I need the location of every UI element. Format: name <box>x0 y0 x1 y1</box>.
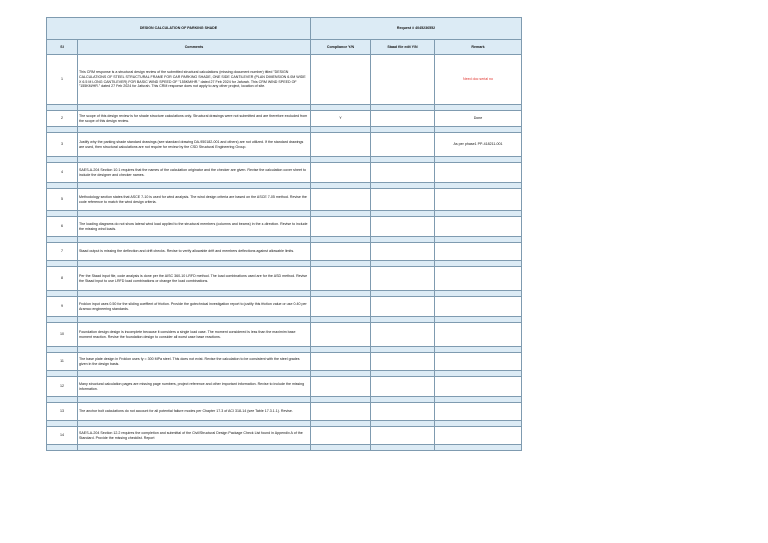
row-comment: Per the Staad input file, code analysis is done per the AISC 360-10 LRFD method. The load combinations used are for the ASD method. Revise the Staad input to use LRFD load combinations or change the load combinations. <box>78 267 311 291</box>
row-compliance <box>311 189 371 211</box>
separator-cell <box>47 445 78 451</box>
row-number: 12 <box>47 377 78 397</box>
row-staad-edit <box>371 243 435 261</box>
row-comment: The loading diagrams do not show lateral wind load applied to the structural members (columns and beams) in the z-direction. Revise to include the missing wind loads. <box>78 217 311 237</box>
table-row <box>47 297 522 317</box>
row-staad-edit <box>371 189 435 211</box>
row-number: 10 <box>47 323 78 347</box>
table-row <box>47 323 522 347</box>
row-number: 3 <box>47 133 78 157</box>
row-compliance: Y <box>311 111 371 127</box>
table-row <box>47 243 522 261</box>
row-comment: Justify why the parking shade standard drawings (see standard drawing DA-950182-001 and others) are not utilized. If the standard drawings are used, then structural calculations are not require for review by the CSD Structural Engineering Group. <box>78 133 311 157</box>
row-comment: The anchor bolt calculations do not account for all potential failure modes per Chapter 17.3 of ACI 318-14 (see Table 17.3.1.1). Revise. <box>78 403 311 421</box>
row-remark <box>435 427 522 445</box>
table-row <box>47 403 522 421</box>
row-remark <box>435 243 522 261</box>
row-comment: Methodology section states that ASCE 7-10 is used for wind analysis. The wind design criteria are based on the ASCE 7-05 method. Revise the code reference to match the wind design criteria. <box>78 189 311 211</box>
row-staad-edit <box>371 111 435 127</box>
row-compliance <box>311 267 371 291</box>
row-number: 9 <box>47 297 78 317</box>
row-compliance <box>311 427 371 445</box>
row-number: 14 <box>47 427 78 445</box>
table-row <box>47 377 522 397</box>
row-number: 4 <box>47 163 78 183</box>
separator-cell <box>435 445 522 451</box>
row-comment: The base plate design in Froklon uses fy = 300 MPa steel. This does not exist. Revise the calculation to be consistent with the steel grades given in the design basis. <box>78 353 311 371</box>
row-number: 13 <box>47 403 78 421</box>
row-comment: SAES-A-204 Section 12.2 requires the completion and submittal of the Civil/Structural Design Package Check List found in Appendix A of the Standard. Provide the missing checklist. Report <box>78 427 311 445</box>
row-remark: Done <box>435 111 522 127</box>
row-number: 7 <box>47 243 78 261</box>
row-staad-edit <box>371 297 435 317</box>
row-remark <box>435 163 522 183</box>
row-compliance <box>311 403 371 421</box>
design-review-sheet <box>46 17 522 451</box>
row-staad-edit <box>371 353 435 371</box>
row-compliance <box>311 353 371 371</box>
row-remark <box>435 267 522 291</box>
row-comment: SAES-A-204 Section 10.1 requires that the names of the calculation originator and the checker are given. Revise the calculation cover sheet to include the designer and checker names. <box>78 163 311 183</box>
column-header-row <box>47 40 522 55</box>
row-separator <box>47 445 522 451</box>
row-staad-edit <box>371 55 435 105</box>
row-number: 11 <box>47 353 78 371</box>
table-row <box>47 111 522 127</box>
row-comment: The scope of this design review is for shade structure calculations only. Structural drawings were not submitted and are therefore excluded from the scope of this design review. <box>78 111 311 127</box>
row-comment: Foundation design design is incomplete because it considers a single load case. The moment considered is less than the maximim base moment reaction. Revise the foundation design to consider all worst case base reactions. <box>78 323 311 347</box>
table-row <box>47 353 522 371</box>
row-staad-edit <box>371 377 435 397</box>
col-header-remark: Remark <box>435 40 522 55</box>
row-remark <box>435 189 522 211</box>
row-compliance <box>311 377 371 397</box>
row-staad-edit <box>371 427 435 445</box>
table-row <box>47 267 522 291</box>
row-remark: Need doc serial no <box>435 55 522 105</box>
row-compliance <box>311 55 371 105</box>
table-row <box>47 133 522 157</box>
row-staad-edit <box>371 163 435 183</box>
row-compliance <box>311 133 371 157</box>
col-header-sl: Sl <box>47 40 78 55</box>
row-comment: Many structural calculation pages are missing page numbers, project reference and other important information. Revise to include the missing information. <box>78 377 311 397</box>
row-staad-edit <box>371 217 435 237</box>
row-number: 2 <box>47 111 78 127</box>
table-row <box>47 427 522 445</box>
row-staad-edit <box>371 267 435 291</box>
separator-cell <box>78 445 311 451</box>
row-remark <box>435 217 522 237</box>
sheet-title: DESIGN CALCULATION OF PARKING SHADE <box>47 18 311 40</box>
title-row <box>47 18 522 40</box>
row-remark <box>435 323 522 347</box>
separator-cell <box>371 445 435 451</box>
row-compliance <box>311 297 371 317</box>
row-comment: Froklon input uses 0.50 for the sliding coeffient of friction. Provide the gotechnical investigation report to justify this friction value or use 0.40 per Aramco engineering standards. <box>78 297 311 317</box>
row-comment: This CRM response is a structural design review of the submitted structural calculations (missing document number) titled "DESIGN CALCULATIONS OF STEEL STRUCTURAL FRAME FOR CAR PARKING SHADE, ONE SIDE CANTILEVER (PLAN DIMENSION 6.0M WIDE X 6.5 M LONG CANTILEVER) FOR BASIC WIND SPEED OF "155KM/HR." dated 27 Feb 2024 for Jafurah. This CRM WIND SPEED OF "155KM/HR." dated 27 Feb 2024 for Jafurah. This CRM response does not apply to any other project, location of site. <box>78 55 311 105</box>
row-comment: Staad output is missing the deflection and drift checks. Revise to verify allowable drift and members deflections against allowable limits. <box>78 243 311 261</box>
row-staad-edit <box>371 133 435 157</box>
row-compliance <box>311 323 371 347</box>
separator-cell <box>311 445 371 451</box>
row-remark <box>435 297 522 317</box>
row-compliance <box>311 163 371 183</box>
row-compliance <box>311 243 371 261</box>
row-number: 8 <box>47 267 78 291</box>
table-row <box>47 55 522 105</box>
row-staad-edit <box>371 403 435 421</box>
table-row <box>47 217 522 237</box>
row-number: 1 <box>47 55 78 105</box>
row-remark <box>435 377 522 397</box>
row-staad-edit <box>371 323 435 347</box>
row-remark <box>435 403 522 421</box>
row-number: 6 <box>47 217 78 237</box>
row-remark <box>435 353 522 371</box>
col-header-compliance: Compliance Y/N <box>311 40 371 55</box>
row-number: 5 <box>47 189 78 211</box>
row-remark: As per phase1 PP-418211-001 <box>435 133 522 157</box>
col-header-staad: Staad file edit Y/N <box>371 40 435 55</box>
table-row <box>47 163 522 183</box>
row-compliance <box>311 217 371 237</box>
col-header-comments: Comments <box>78 40 311 55</box>
table-row <box>47 189 522 211</box>
request-number: Request # 4045236552 <box>311 18 522 40</box>
